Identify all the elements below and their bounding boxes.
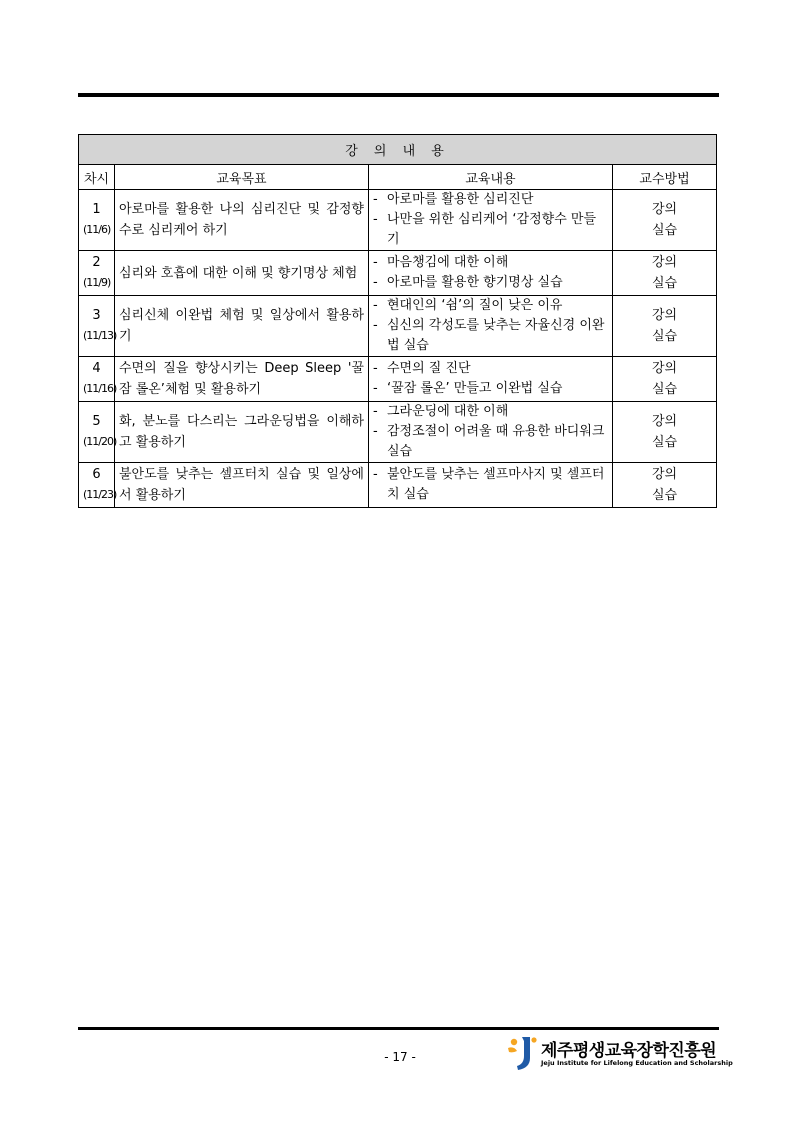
method-cell xyxy=(613,463,717,508)
top-rule xyxy=(78,93,719,97)
content-cell xyxy=(369,251,613,296)
method-cell xyxy=(613,402,717,463)
method-cell xyxy=(613,296,717,357)
method-item: 실습 xyxy=(651,488,678,503)
content-item xyxy=(373,296,608,316)
goal-cell: 수면의 질을 향상시키는 Deep Sleep '꿀잠 롤온’체험 및 활용하기 xyxy=(115,357,369,402)
bullet-dash: - xyxy=(373,192,378,207)
table-row xyxy=(79,463,717,508)
org-logo xyxy=(505,1034,733,1072)
content-item xyxy=(373,190,608,210)
session-cell xyxy=(79,402,115,463)
bullet-dash: - xyxy=(373,318,378,333)
session-date: (11/13) xyxy=(83,329,117,342)
goal-cell: 심리와 호흡에 대한 이해 및 향기명상 체험 xyxy=(115,251,369,296)
goal-cell: 불안도를 낮추는 셀프터치 실습 및 일상에서 활용하기 xyxy=(115,463,369,508)
table-row xyxy=(79,190,717,251)
bullet-dash: - xyxy=(373,381,378,396)
method-item: 실습 xyxy=(651,276,678,291)
content-cell xyxy=(369,357,613,402)
content-item-text: 나만을 위한 심리케어 ‘감정향수 만들기 xyxy=(387,212,597,247)
method-item: 강의 xyxy=(651,202,678,217)
session-date: (11/16) xyxy=(83,382,117,395)
content-item-text: 마음챙김에 대한 이해 xyxy=(387,255,509,270)
header-session: 차시 xyxy=(79,165,115,190)
content-item-text: 아로마를 활용한 향기명상 실습 xyxy=(387,275,563,290)
content-item xyxy=(373,402,608,422)
content-item xyxy=(373,316,608,356)
content-cell xyxy=(369,190,613,251)
table-row xyxy=(79,296,717,357)
org-name-korean: 제주평생교육장학진흥원 xyxy=(541,1041,717,1061)
method-item: 강의 xyxy=(651,414,678,429)
session-number: 2 xyxy=(92,255,101,270)
session-number: 5 xyxy=(92,414,101,429)
method-item: 강의 xyxy=(651,361,678,376)
table-row xyxy=(79,357,717,402)
session-number: 4 xyxy=(92,361,101,376)
session-number: 3 xyxy=(92,308,101,323)
header-content: 교육내용 xyxy=(369,165,613,190)
bottom-rule xyxy=(78,1027,719,1030)
content-item xyxy=(373,253,608,273)
session-date: (11/6) xyxy=(83,223,111,236)
method-item: 실습 xyxy=(651,382,678,397)
content-item-text: 아로마를 활용한 심리진단 xyxy=(387,192,534,207)
session-cell xyxy=(79,296,115,357)
bullet-dash: - xyxy=(373,424,378,439)
org-name-english: Jeju Institute for Lifelong Education and Scholarship xyxy=(541,1059,733,1067)
goal-cell: 심리신체 이완법 체험 및 일상에서 활용하기 xyxy=(115,296,369,357)
method-cell xyxy=(613,251,717,296)
method-item: 강의 xyxy=(651,467,678,482)
session-cell xyxy=(79,463,115,508)
content-item xyxy=(373,273,608,293)
session-date: (11/9) xyxy=(83,276,111,289)
lecture-content-table xyxy=(78,134,717,508)
method-item: 실습 xyxy=(651,435,678,450)
session-number: 6 xyxy=(92,467,101,482)
method-cell xyxy=(613,190,717,251)
session-date: (11/20) xyxy=(83,435,117,448)
header-goal: 교육목표 xyxy=(115,165,369,190)
method-cell xyxy=(613,357,717,402)
content-item xyxy=(373,359,608,379)
session-number: 1 xyxy=(92,202,101,217)
goal-cell: 아로마를 활용한 나의 심리진단 및 감정향수로 심리케어 하기 xyxy=(115,190,369,251)
method-item: 실습 xyxy=(651,223,678,238)
method-item: 실습 xyxy=(651,329,678,344)
session-cell xyxy=(79,357,115,402)
bullet-dash: - xyxy=(373,361,378,376)
table-title: 강 의 내 용 xyxy=(79,135,717,165)
content-item-text: 수면의 질 진단 xyxy=(387,361,471,376)
content-item xyxy=(373,210,608,250)
method-item: 강의 xyxy=(651,255,678,270)
table-row xyxy=(79,402,717,463)
header-method: 교수방법 xyxy=(613,165,717,190)
content-item xyxy=(373,465,608,505)
goal-cell: 화, 분노를 다스리는 그라운딩법을 이해하고 활용하기 xyxy=(115,402,369,463)
content-item-text: 그라운딩에 대한 이해 xyxy=(387,404,509,419)
content-cell xyxy=(369,402,613,463)
content-cell xyxy=(369,296,613,357)
content-item-text: 심신의 각성도를 낮추는 자율신경 이완법 실습 xyxy=(387,318,605,353)
table-row xyxy=(79,251,717,296)
content-item xyxy=(373,422,608,462)
content-item-text: 불안도를 낮추는 셀프마사지 및 셀프터치 실습 xyxy=(387,467,605,502)
org-logo-mark-icon xyxy=(505,1034,539,1072)
content-item-text: ‘꿀잠 롤온’ 만들고 이완법 실습 xyxy=(387,381,563,396)
page-number: - 17 - xyxy=(384,1050,416,1064)
content-item-text: 현대인의 ‘쉼’의 질이 낮은 이유 xyxy=(387,298,563,313)
bullet-dash: - xyxy=(373,298,378,313)
content-cell xyxy=(369,463,613,508)
method-item: 강의 xyxy=(651,308,678,323)
bullet-dash: - xyxy=(373,275,378,290)
bullet-dash: - xyxy=(373,212,378,227)
bullet-dash: - xyxy=(373,467,378,482)
session-cell xyxy=(79,190,115,251)
bullet-dash: - xyxy=(373,404,378,419)
content-item-text: 감정조절이 어려울 때 유용한 바디워크 실습 xyxy=(387,424,605,459)
session-date: (11/23) xyxy=(83,488,117,501)
bullet-dash: - xyxy=(373,255,378,270)
session-cell xyxy=(79,251,115,296)
content-item xyxy=(373,379,608,399)
